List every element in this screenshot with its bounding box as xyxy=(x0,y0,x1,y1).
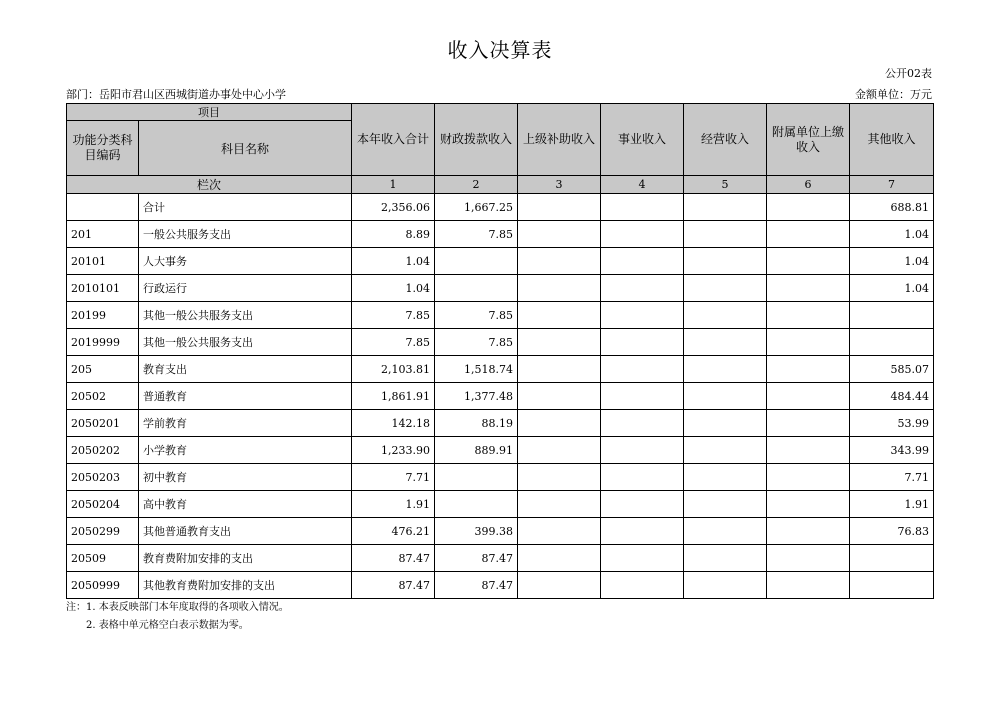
table-row xyxy=(67,221,934,248)
name-cell: 其他一般公共服务支出 xyxy=(139,329,352,356)
subsidy-cell xyxy=(518,437,601,464)
fiscal-cell: 1,518.74 xyxy=(435,356,518,383)
business-cell xyxy=(601,491,684,518)
name-cell: 行政运行 xyxy=(139,275,352,302)
operating-cell xyxy=(684,518,767,545)
fiscal-cell xyxy=(435,248,518,275)
other-cell: 1.04 xyxy=(850,248,934,275)
business-cell xyxy=(601,545,684,572)
other-cell: 53.99 xyxy=(850,410,934,437)
subsidy-cell xyxy=(518,302,601,329)
total-cell: 7.85 xyxy=(352,302,435,329)
affiliated-cell xyxy=(767,248,850,275)
header-subsidy: 上级补助收入 xyxy=(518,104,601,176)
fiscal-cell xyxy=(435,275,518,302)
affiliated-cell xyxy=(767,194,850,221)
header-total: 本年收入合计 xyxy=(352,104,435,176)
code-cell: 2019999 xyxy=(67,329,139,356)
code-cell: 2050999 xyxy=(67,572,139,599)
affiliated-cell xyxy=(767,275,850,302)
affiliated-cell xyxy=(767,437,850,464)
operating-cell xyxy=(684,464,767,491)
operating-cell xyxy=(684,437,767,464)
fiscal-cell: 1,667.25 xyxy=(435,194,518,221)
subsidy-cell xyxy=(518,194,601,221)
total-cell: 1.91 xyxy=(352,491,435,518)
table-notes xyxy=(66,599,289,635)
note-1: 注：1. 本表反映部门本年度取得的各项收入情况。 xyxy=(66,602,289,613)
table-row xyxy=(67,437,934,464)
total-cell: 7.71 xyxy=(352,464,435,491)
business-cell xyxy=(601,437,684,464)
col-num-7: 7 xyxy=(850,176,934,194)
name-cell: 高中教育 xyxy=(139,491,352,518)
subsidy-cell xyxy=(518,275,601,302)
table-row xyxy=(67,194,934,221)
affiliated-cell xyxy=(767,572,850,599)
affiliated-cell xyxy=(767,545,850,572)
affiliated-cell xyxy=(767,221,850,248)
code-cell xyxy=(67,194,139,221)
business-cell xyxy=(601,410,684,437)
fiscal-cell: 399.38 xyxy=(435,518,518,545)
header-affiliated: 附属单位上缴收入 xyxy=(767,104,850,176)
operating-cell xyxy=(684,356,767,383)
other-cell xyxy=(850,329,934,356)
department-label: 部门：岳阳市君山区西城街道办事处中心小学 xyxy=(66,88,286,101)
other-cell xyxy=(850,545,934,572)
table-row xyxy=(67,383,934,410)
code-cell: 201 xyxy=(67,221,139,248)
affiliated-cell xyxy=(767,383,850,410)
income-table xyxy=(66,103,934,599)
other-cell xyxy=(850,572,934,599)
operating-cell xyxy=(684,221,767,248)
total-cell: 1,861.91 xyxy=(352,383,435,410)
other-cell: 1.04 xyxy=(850,275,934,302)
page-title: 收入决算表 xyxy=(447,38,553,62)
subsidy-cell xyxy=(518,329,601,356)
other-cell: 1.91 xyxy=(850,491,934,518)
total-cell: 7.85 xyxy=(352,329,435,356)
header-code: 功能分类科目编码 xyxy=(67,121,139,176)
name-cell: 学前教育 xyxy=(139,410,352,437)
table-row xyxy=(67,572,934,599)
operating-cell xyxy=(684,383,767,410)
name-cell: 初中教育 xyxy=(139,464,352,491)
subsidy-cell xyxy=(518,518,601,545)
table-row xyxy=(67,248,934,275)
business-cell xyxy=(601,356,684,383)
fiscal-cell xyxy=(435,491,518,518)
name-cell: 其他一般公共服务支出 xyxy=(139,302,352,329)
header-other: 其他收入 xyxy=(850,104,934,176)
total-cell: 8.89 xyxy=(352,221,435,248)
table-row xyxy=(67,329,934,356)
col-num-4: 4 xyxy=(601,176,684,194)
subsidy-cell xyxy=(518,383,601,410)
total-cell: 1.04 xyxy=(352,248,435,275)
total-cell: 1.04 xyxy=(352,275,435,302)
business-cell xyxy=(601,518,684,545)
code-cell: 20101 xyxy=(67,248,139,275)
operating-cell xyxy=(684,572,767,599)
col-num-5: 5 xyxy=(684,176,767,194)
business-cell xyxy=(601,572,684,599)
name-cell: 教育支出 xyxy=(139,356,352,383)
col-num-2: 2 xyxy=(435,176,518,194)
business-cell xyxy=(601,194,684,221)
table-row xyxy=(67,518,934,545)
subsidy-cell xyxy=(518,356,601,383)
business-cell xyxy=(601,383,684,410)
affiliated-cell xyxy=(767,464,850,491)
name-cell: 人大事务 xyxy=(139,248,352,275)
subsidy-cell xyxy=(518,464,601,491)
amount-unit-label: 金额单位：万元 xyxy=(855,88,932,101)
fiscal-cell xyxy=(435,464,518,491)
header-operating: 经营收入 xyxy=(684,104,767,176)
operating-cell xyxy=(684,248,767,275)
note-2: 2. 表格中单元格空白表示数据为零。 xyxy=(86,620,249,631)
subsidy-cell xyxy=(518,572,601,599)
operating-cell xyxy=(684,329,767,356)
fiscal-cell: 88.19 xyxy=(435,410,518,437)
operating-cell xyxy=(684,275,767,302)
business-cell xyxy=(601,329,684,356)
subsidy-cell xyxy=(518,545,601,572)
name-cell: 一般公共服务支出 xyxy=(139,221,352,248)
operating-cell xyxy=(684,302,767,329)
other-cell: 484.44 xyxy=(850,383,934,410)
other-cell: 76.83 xyxy=(850,518,934,545)
col-num-6: 6 xyxy=(767,176,850,194)
other-cell: 1.04 xyxy=(850,221,934,248)
fiscal-cell: 1,377.48 xyxy=(435,383,518,410)
header-name: 科目名称 xyxy=(139,121,352,176)
business-cell xyxy=(601,302,684,329)
fiscal-cell: 889.91 xyxy=(435,437,518,464)
name-cell: 合计 xyxy=(139,194,352,221)
name-cell: 普通教育 xyxy=(139,383,352,410)
other-cell: 688.81 xyxy=(850,194,934,221)
table-row xyxy=(67,356,934,383)
total-cell: 2,356.06 xyxy=(352,194,435,221)
business-cell xyxy=(601,464,684,491)
table-row xyxy=(67,275,934,302)
header-fiscal: 财政拨款收入 xyxy=(435,104,518,176)
affiliated-cell xyxy=(767,410,850,437)
affiliated-cell xyxy=(767,302,850,329)
header-item: 项目 xyxy=(67,104,352,121)
total-cell: 142.18 xyxy=(352,410,435,437)
business-cell xyxy=(601,275,684,302)
fiscal-cell: 7.85 xyxy=(435,329,518,356)
code-cell: 2050204 xyxy=(67,491,139,518)
fiscal-cell: 87.47 xyxy=(435,545,518,572)
total-cell: 87.47 xyxy=(352,572,435,599)
operating-cell xyxy=(684,194,767,221)
name-cell: 其他教育费附加安排的支出 xyxy=(139,572,352,599)
other-cell: 343.99 xyxy=(850,437,934,464)
other-cell: 585.07 xyxy=(850,356,934,383)
code-cell: 20199 xyxy=(67,302,139,329)
form-code: 公开02表 xyxy=(885,67,932,80)
operating-cell xyxy=(684,545,767,572)
affiliated-cell xyxy=(767,356,850,383)
fiscal-cell: 7.85 xyxy=(435,221,518,248)
table-body xyxy=(67,194,934,599)
affiliated-cell xyxy=(767,518,850,545)
subsidy-cell xyxy=(518,491,601,518)
header-column-order: 栏次 xyxy=(67,176,352,194)
code-cell: 2050203 xyxy=(67,464,139,491)
total-cell: 2,103.81 xyxy=(352,356,435,383)
table-row xyxy=(67,545,934,572)
other-cell xyxy=(850,302,934,329)
table-row xyxy=(67,464,934,491)
other-cell: 7.71 xyxy=(850,464,934,491)
col-num-3: 3 xyxy=(518,176,601,194)
code-cell: 2050299 xyxy=(67,518,139,545)
name-cell: 教育费附加安排的支出 xyxy=(139,545,352,572)
code-cell: 2050201 xyxy=(67,410,139,437)
affiliated-cell xyxy=(767,329,850,356)
name-cell: 小学教育 xyxy=(139,437,352,464)
fiscal-cell: 7.85 xyxy=(435,302,518,329)
header-business: 事业收入 xyxy=(601,104,684,176)
affiliated-cell xyxy=(767,491,850,518)
subsidy-cell xyxy=(518,410,601,437)
name-cell: 其他普通教育支出 xyxy=(139,518,352,545)
table-row xyxy=(67,302,934,329)
business-cell xyxy=(601,248,684,275)
code-cell: 20502 xyxy=(67,383,139,410)
table-row xyxy=(67,410,934,437)
code-cell: 2050202 xyxy=(67,437,139,464)
table-row xyxy=(67,491,934,518)
total-cell: 476.21 xyxy=(352,518,435,545)
business-cell xyxy=(601,221,684,248)
subsidy-cell xyxy=(518,248,601,275)
code-cell: 205 xyxy=(67,356,139,383)
code-cell: 20509 xyxy=(67,545,139,572)
fiscal-cell: 87.47 xyxy=(435,572,518,599)
total-cell: 1,233.90 xyxy=(352,437,435,464)
col-num-1: 1 xyxy=(352,176,435,194)
operating-cell xyxy=(684,491,767,518)
subsidy-cell xyxy=(518,221,601,248)
code-cell: 2010101 xyxy=(67,275,139,302)
operating-cell xyxy=(684,410,767,437)
total-cell: 87.47 xyxy=(352,545,435,572)
